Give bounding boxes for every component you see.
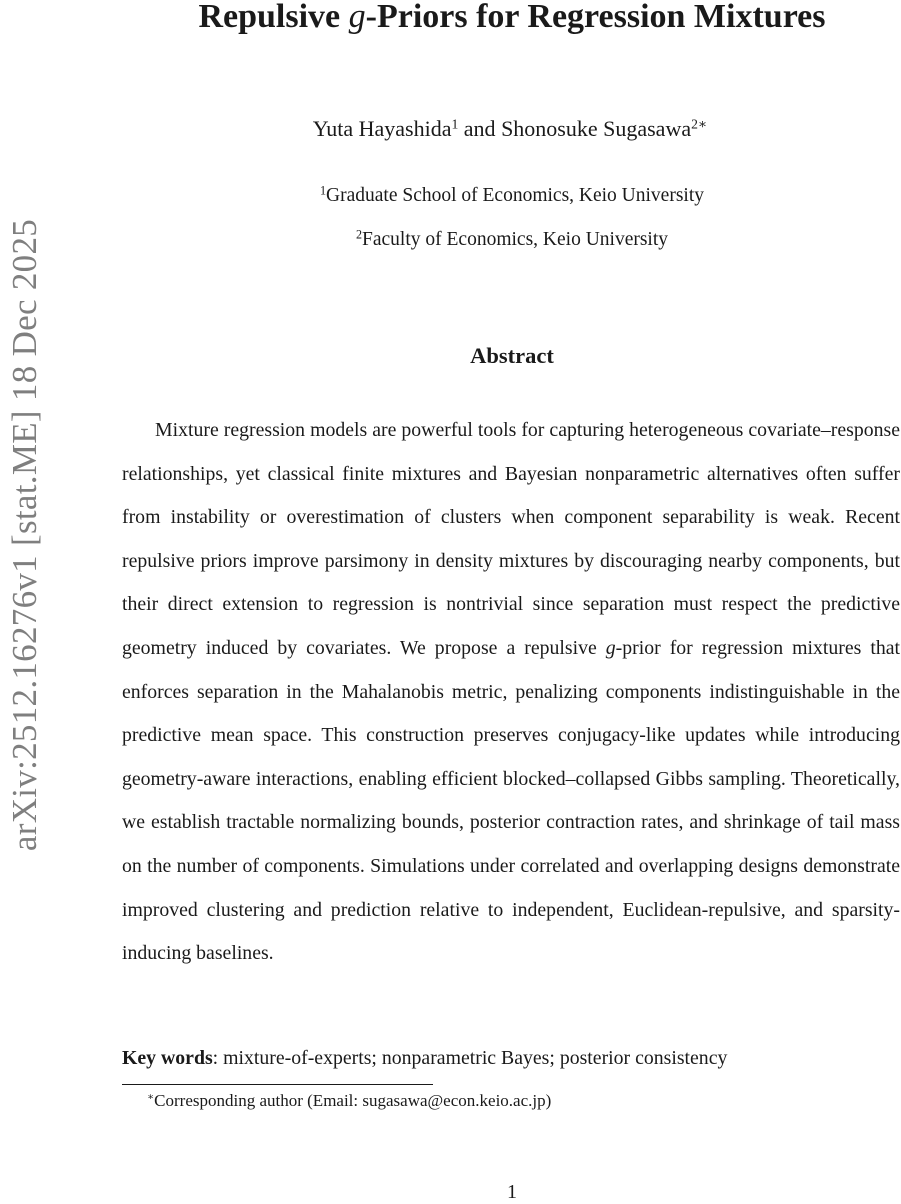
author-2-name: Shonosuke Sugasawa (501, 116, 692, 141)
affiliation-2-mark: 2 (355, 227, 363, 242)
affiliation-2 (0, 229, 901, 251)
author-line (0, 116, 901, 142)
arxiv-stamp (2, 195, 48, 875)
footnote (147, 1091, 551, 1111)
author-2-affil-mark: 2∗ (691, 116, 708, 132)
paper-title (0, 0, 901, 36)
keywords-line (122, 1047, 900, 1070)
abstract-heading: Abstract (470, 343, 554, 368)
keywords-label: Key words (122, 1047, 213, 1069)
affiliation-2-text: Faculty of Economics, Keio University (362, 229, 669, 250)
footnote-text: Corresponding author (Email: sugasawa@econ.keio.ac.jp) (154, 1091, 552, 1110)
arxiv-stamp-text: arXiv:2512.16276v1 [stat.ME] 18 Dec 2025 (5, 218, 44, 852)
title-italic: g (348, 0, 366, 35)
keywords-text: : mixture-of-experts; nonparametric Bayes; posterior consistency (212, 1047, 728, 1069)
affiliation-1 (0, 185, 901, 207)
page-number: 1 (507, 1181, 517, 1203)
affiliation-1-mark: 1 (319, 183, 327, 198)
title-before: Repulsive (198, 0, 349, 35)
footnote-mark: ∗ (147, 1092, 155, 1104)
author-joiner: and (458, 116, 502, 141)
author-1-affil-mark: 1 (451, 116, 459, 132)
abstract-italic-g: g (605, 636, 616, 659)
title-after: -Priors for Regression Mixtures (365, 0, 826, 35)
author-1-name: Yuta Hayashida (312, 116, 452, 141)
footnote-rule (122, 1084, 433, 1085)
abstract-body (122, 409, 900, 976)
affiliation-1-text: Graduate School of Economics, Keio University (326, 185, 705, 206)
abstract-part-2: -prior for regression mixtures that enforces separation in the Mahalanobis metric, penalizing components indistinguishable in the predictive mean space. This construction preserves conjugacy-like updates while introducing geometry-aware interactions, enabling efficient blocked–collapsed Gibbs sampling. Theoretically, we establish tractable normalizing bounds, posterior contraction rates, and shrinkage of tail mass on the number of components. Simulations under correlated and overlapping designs demonstrate improved clustering and prediction relative to independent, Euclidean-repulsive, and sparsity-inducing baselines. (122, 636, 900, 965)
abstract-part-1: Mixture regression models are powerful tools for capturing heterogeneous covariate–response relationships, yet classical finite mixtures and Bayesian nonparametric alternatives often suffer from instability or overestimation of clusters when component separability is weak. Recent repulsive priors improve parsimony in density mixtures by discouraging nearby components, but their direct extension to regression is nontrivial since separation must respect the predictive geometry induced by covariates. We propose a repulsive (122, 419, 900, 659)
